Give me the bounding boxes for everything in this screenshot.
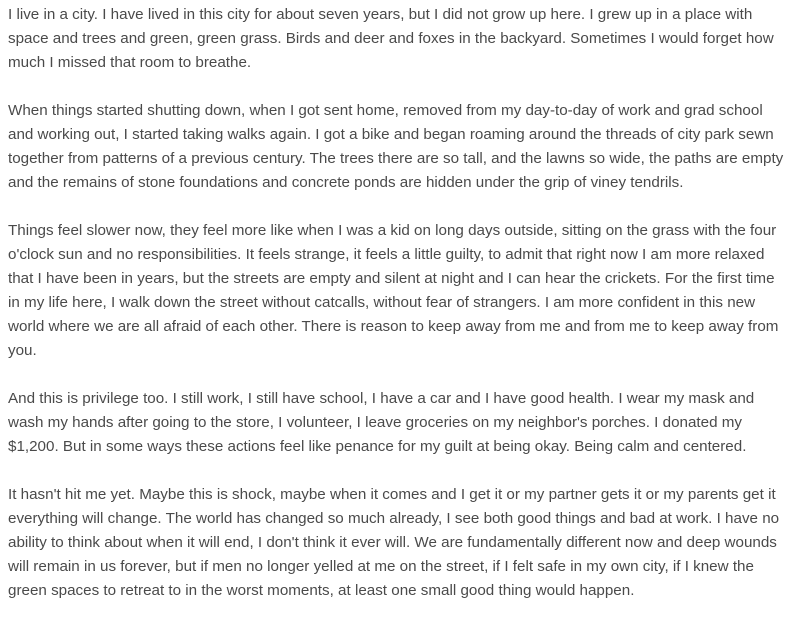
article-paragraph-4: And this is privilege too. I still work, I still have school, I have a car and I have good health. I wear my mask and wash my hands after going to the store, I volunteer, I leave groceries on my neighbor's porches. I donated my $1,200. But in some ways these actions feel like penance for my guilt at being okay. Being calm and centered.: [8, 390, 755, 455]
article-paragraph-2: When things started shutting down, when I got sent home, removed from my day-to-day of work and grad school and working out, I started taking walks again. I got a bike and began roaming around the threads of city park sewn together from patterns of a previous century. The trees there are so tall, and the lawns so wide, the paths are empty and the remains of stone foundations and concrete ponds are hidden under the grip of viney tendrils.: [8, 102, 784, 191]
article-paragraph-5: It hasn't hit me yet. Maybe this is shock, maybe when it comes and I get it or my partner gets it or my parents get it everything will change. The world has changed so much already, I see both good things and bad at work. I have no ability to think about when it will end, I don't think it ever will. We are fundamentally different now and deep wounds will remain in us forever, but if men no longer yelled at me on the street, if I felt safe in my own city, if I knew the green spaces to retreat to in the worst moments, at least one small good thing would happen.: [8, 486, 780, 599]
article-paragraph-1: I live in a city. I have lived in this city for about seven years, but I did not grow up here. I grew up in a place with space and trees and green, green grass. Birds and deer and foxes in the backyard. Sometimes I would forget how much I missed that room to breathe.: [8, 6, 774, 71]
article-paragraph-3: Things feel slower now, they feel more like when I was a kid on long days outside, sitting on the grass with the four o'clock sun and no responsibilities. It feels strange, it feels a little guilty, to admit that right now I am more relaxed that I have been in years, but the streets are empty and silent at night and I can hear the crickets. For the first time in my life here, I walk down the street without catcalls, without fear of strangers. I am more confident in this new world where we are all afraid of each other. There is reason to keep away from me and from me to keep away from you.: [8, 222, 779, 359]
